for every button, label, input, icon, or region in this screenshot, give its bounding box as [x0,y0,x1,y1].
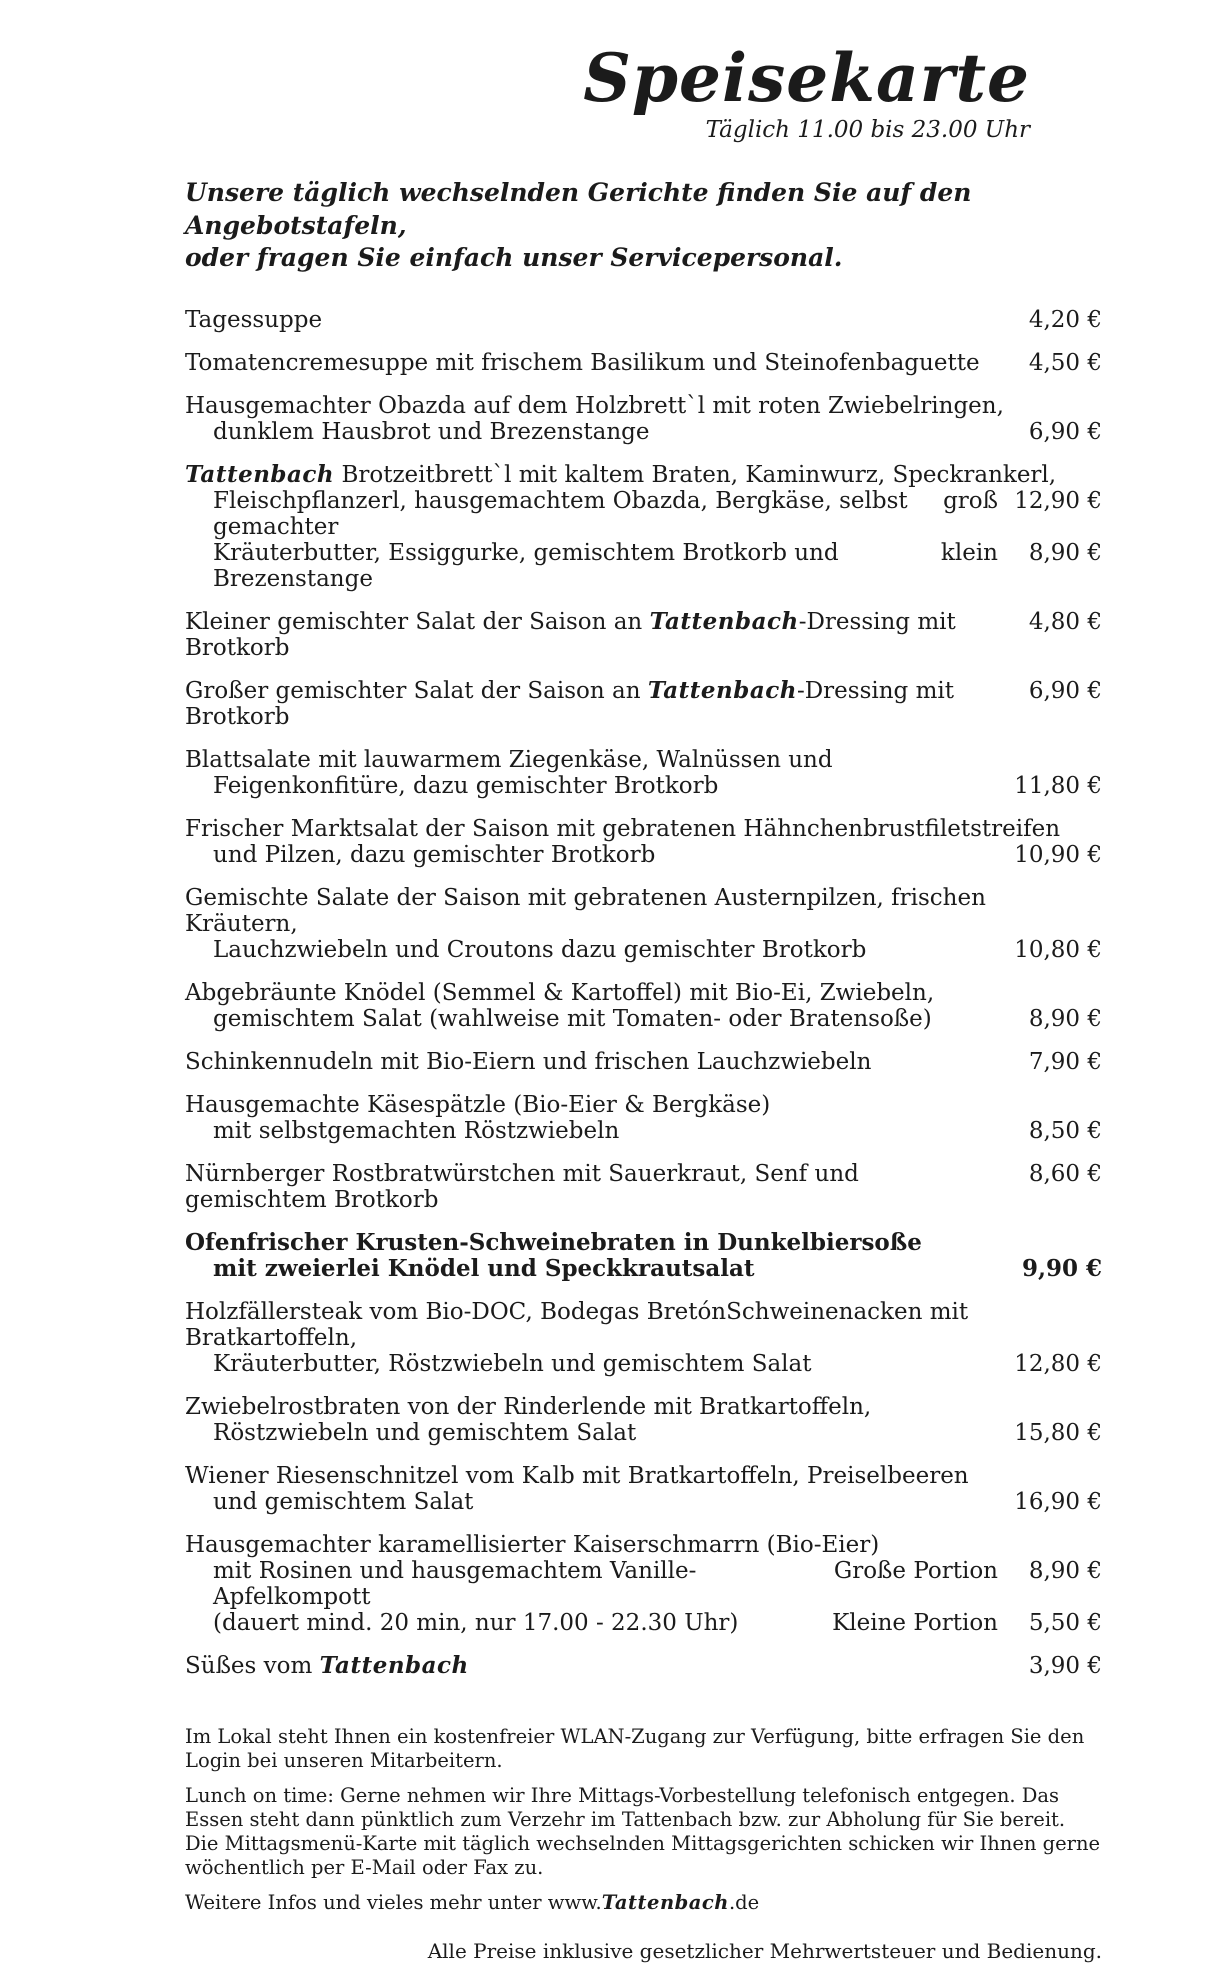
menu-item-line [185,1463,1102,1489]
dish-text [185,488,933,540]
price: 11,80 € [1014,772,1102,799]
dish-text-segment: mit selbstgemachten Röstzwiebeln [213,1117,620,1144]
dish-text-segment: Kleiner gemischter Salat der Saison an [185,608,650,635]
menu-item [185,678,1102,730]
dish-text [185,842,998,868]
dish-text-segment: Brotzeitbrett`l mit kaltem Braten, Kaminwurz, Speckrankerl, [334,461,1057,488]
dish-text [185,1256,998,1282]
dish-text [185,1489,998,1515]
tax-note: Alle Preise inklusive gesetzlicher Mehrwertsteuer und Bedienung. [427,1939,1102,1964]
price: 6,90 € [1028,418,1102,445]
portion-size-label: Kleine Portion [832,1609,998,1636]
dish-text-segment: Röstzwiebeln und gemischtem Salat [213,1419,637,1446]
menu-item [185,1394,1102,1446]
dish-text [185,1420,998,1446]
menu-item [185,1230,1102,1282]
menu-item-line [185,1653,1102,1679]
menu-item-line [185,540,1102,592]
dish-text-segment: Großer gemischter Salat der Saison an [185,677,648,704]
menu-item [185,393,1102,445]
menu-item-line [185,1489,1102,1515]
website-suffix: .de [728,1891,760,1915]
menu-item [185,1653,1102,1679]
menu-item-line [185,1299,1102,1351]
price: 4,20 € [1028,306,1102,333]
dish-text [185,885,1102,937]
price: 8,50 € [1028,1117,1102,1144]
dish-text [185,307,998,333]
price: 10,80 € [1014,936,1102,963]
dish-text [185,609,998,661]
dish-text-segment: Hausgemachte Käsespätzle (Bio-Eier & Bergkäse) [185,1091,771,1118]
dish-text [185,462,1102,488]
portion-size-label: groß [943,487,998,514]
price: 5,50 € [1028,1609,1102,1636]
page-footer [185,1725,1102,1964]
dish-text-segment: und Pilzen, dazu gemischter Brotkorb [213,841,656,868]
price: 9,90 € [1021,1254,1102,1282]
menu-item [185,350,1102,376]
dish-text [185,1653,998,1679]
dish-text [185,773,998,799]
menu-item [185,1299,1102,1377]
brand-logo-text: Tattenbach [601,1891,729,1915]
lunch-note: Lunch on time: Gerne nehmen wir Ihre Mittags-Vorbestellung telefonisch entgegen. Das Essen steht dann pünktlich zum Verzehr im Tattenbach bzw. zur Abholung für Sie bereit. Die Mittagsmenü-Karte mit täglich wechselnden Mittagsgerichten schicken wir Ihnen gerne wöchentlich per E-Mail oder Fax zu. [185,1784,1101,1879]
menu-item [185,885,1102,963]
dish-text-segment: Zwiebelrostbraten von der Rinderlende mit Bratkartoffeln, [185,1393,872,1420]
price: 3,90 € [1028,1652,1102,1679]
website-prefix: Weitere Infos und vieles mehr unter www. [185,1891,602,1915]
dish-text-segment: Gemischte Salate der Saison mit gebratenen Austernpilzen, frischen Kräutern, [185,884,986,937]
website-note [185,1891,1102,1915]
price: 10,90 € [1014,841,1102,868]
menu-item [185,980,1102,1032]
menu-item [185,307,1102,333]
menu-item-line [185,1420,1102,1446]
menu-item-line [185,393,1102,419]
dish-text [185,1558,824,1610]
dish-text-segment: Hausgemachter karamellisierter Kaiserschmarrn (Bio-Eier) [185,1531,880,1558]
menu-item [185,747,1102,799]
menu-item [185,609,1102,661]
menu-item [185,462,1102,592]
dish-text [185,1610,822,1636]
dish-text [185,419,998,445]
dish-text-segment: Wiener Riesenschnitzel vom Kalb mit Bratkartoffeln, Preiselbeeren [185,1462,969,1489]
price: 15,80 € [1014,1419,1102,1446]
wifi-note: Im Lokal steht Ihnen ein kostenfreier WLAN-Zugang zur Verfügung, bitte erfragen Sie den Login bei unseren Mitarbeitern. [185,1724,1085,1772]
menu-item-line [185,1558,1102,1610]
menu-item-line [185,885,1102,937]
price: 7,90 € [1028,1048,1102,1075]
price: 4,80 € [1028,608,1102,635]
dish-text [185,1006,998,1032]
menu-item-line [185,773,1102,799]
dish-text-segment: Fleischpflanzerl, hausgemachtem Obazda, Bergkäse, selbst gemachter [213,487,908,540]
menu-item [185,1161,1102,1213]
menu-item-line [185,747,1102,773]
dish-text-segment: Ofenfrischer Krusten-Schweinebraten in Dunkelbiersoße [185,1228,922,1256]
menu-item [185,1532,1102,1636]
menu-item [185,816,1102,868]
dish-text-segment: gemischtem Salat (wahlweise mit Tomaten- oder Bratensoße) [213,1005,932,1032]
menu-item-line [185,1351,1102,1377]
brand-logo-text: Tattenbach [649,607,799,635]
menu-item [185,1463,1102,1515]
menu-item-line [185,1532,1102,1558]
portion-size-label: klein [940,539,998,566]
menu-item-line [185,488,1102,540]
brand-logo-text: Tattenbach [185,460,335,488]
dish-text-segment: -Dressing mit Brotkorb [185,608,956,661]
intro-note [185,177,1102,275]
menu-item-line [185,1230,1102,1256]
dish-text-segment: Lauchzwiebeln und Croutons dazu gemischter Brotkorb [213,936,867,963]
dish-text-segment: Schinkennudeln mit Bio-Eiern und frischen Lauchzwiebeln [185,1048,872,1075]
dish-text [185,747,1102,773]
dish-text [185,393,1102,419]
price: 8,90 € [1028,539,1102,566]
dish-text [185,1463,1102,1489]
dish-text [185,1118,998,1144]
menu-item-line [185,1118,1102,1144]
dish-text [185,816,1102,842]
menu-item-line [185,609,1102,661]
menu-item-line [185,842,1102,868]
price: 16,90 € [1014,1488,1102,1515]
price: 6,90 € [1028,677,1102,704]
dish-text [185,1161,998,1213]
price: 12,80 € [1014,1350,1102,1377]
menu-item-line [185,816,1102,842]
price: 8,90 € [1028,1557,1102,1584]
dish-text [185,540,931,592]
intro-line-2: oder fragen Sie einfach unser Servicepersonal. [185,243,843,273]
menu-list [185,307,1102,1679]
menu-item-line [185,678,1102,730]
page-title: Speisekarte [583,39,1030,117]
dish-text-segment: Holzfällersteak vom Bio-DOC, Bodegas BretónSchweinenacken mit Bratkartoffeln, [185,1298,969,1351]
menu-item [185,1092,1102,1144]
dish-text [185,980,1102,1006]
price: 4,50 € [1028,349,1102,376]
dish-text-segment: mit zweierlei Knödel und Speckkrautsalat [213,1254,755,1282]
dish-text-segment: Tagessuppe [185,306,323,333]
dish-text [185,1299,1102,1351]
menu-item-line [185,1256,1102,1282]
dish-text-segment: Feigenkonfitüre, dazu gemischter Brotkorb [213,772,719,799]
page-header [185,39,1102,144]
dish-text-segment: und gemischtem Salat [213,1488,474,1515]
intro-line-1: Unsere täglich wechselnden Gerichte finden Sie auf den Angebotstafeln, [185,178,972,240]
dish-text-segment: Kräuterbutter, Essiggurke, gemischtem Brotkorb und Brezenstange [213,539,839,592]
dish-text [185,937,998,963]
dish-text-segment: -Dressing mit Brotkorb [185,677,955,730]
dish-text [185,1230,1102,1256]
menu-item-line [185,1049,1102,1075]
menu-item-line [185,307,1102,333]
brand-logo-text: Tattenbach [319,1651,469,1679]
menu-item-line [185,1006,1102,1032]
portion-size-label: Große Portion [833,1557,998,1584]
menu-item-line [185,419,1102,445]
dish-text [185,1394,1102,1420]
dish-text-segment: Frischer Marktsalat der Saison mit gebratenen Hähnchenbrustfiletstreifen [185,815,1061,842]
menu-item-line [185,1610,1102,1636]
dish-text-segment: Nürnberger Rostbratwürstchen mit Sauerkraut, Senf und gemischtem Brotkorb [185,1160,859,1213]
brand-logo-text: Tattenbach [647,676,797,704]
dish-text-segment: Süßes vom [185,1652,320,1679]
menu-item-line [185,980,1102,1006]
menu-item-line [185,1092,1102,1118]
price: 8,60 € [1028,1160,1102,1187]
menu-item-line [185,1394,1102,1420]
dish-text-segment: Abgebräunte Knödel (Semmel & Kartoffel) mit Bio-Ei, Zwiebeln, [185,979,935,1006]
menu-item-line [185,937,1102,963]
menu-item-line [185,462,1102,488]
dish-text [185,1532,1102,1558]
dish-text [185,350,998,376]
menu-item-line [185,1161,1102,1213]
menu-item [185,1049,1102,1075]
dish-text-segment: Hausgemachter Obazda auf dem Holzbrett`l mit roten Zwiebelringen, [185,392,1004,419]
dish-text-segment: Kräuterbutter, Röstzwiebeln und gemischtem Salat [213,1350,812,1377]
opening-hours: Täglich 11.00 bis 23.00 Uhr [705,117,1030,144]
menu-item-line [185,350,1102,376]
dish-text-segment: dunklem Hausbrot und Brezenstange [213,418,650,445]
dish-text [185,1092,1102,1118]
price: 12,90 € [1014,487,1102,514]
price: 8,90 € [1028,1005,1102,1032]
dish-text-segment: Blattsalate mit lauwarmem Ziegenkäse, Walnüssen und [185,746,833,773]
dish-text-segment: mit Rosinen und hausgemachtem Vanille-Apfelkompott [213,1557,697,1610]
dish-text-segment: (dauert mind. 20 min, nur 17.00 - 22.30 Uhr) [213,1609,739,1636]
dish-text-segment: Tomatencremesuppe mit frischem Basilikum und Steinofenbaguette [185,349,980,376]
dish-text [185,678,998,730]
dish-text [185,1049,998,1075]
dish-text [185,1351,998,1377]
